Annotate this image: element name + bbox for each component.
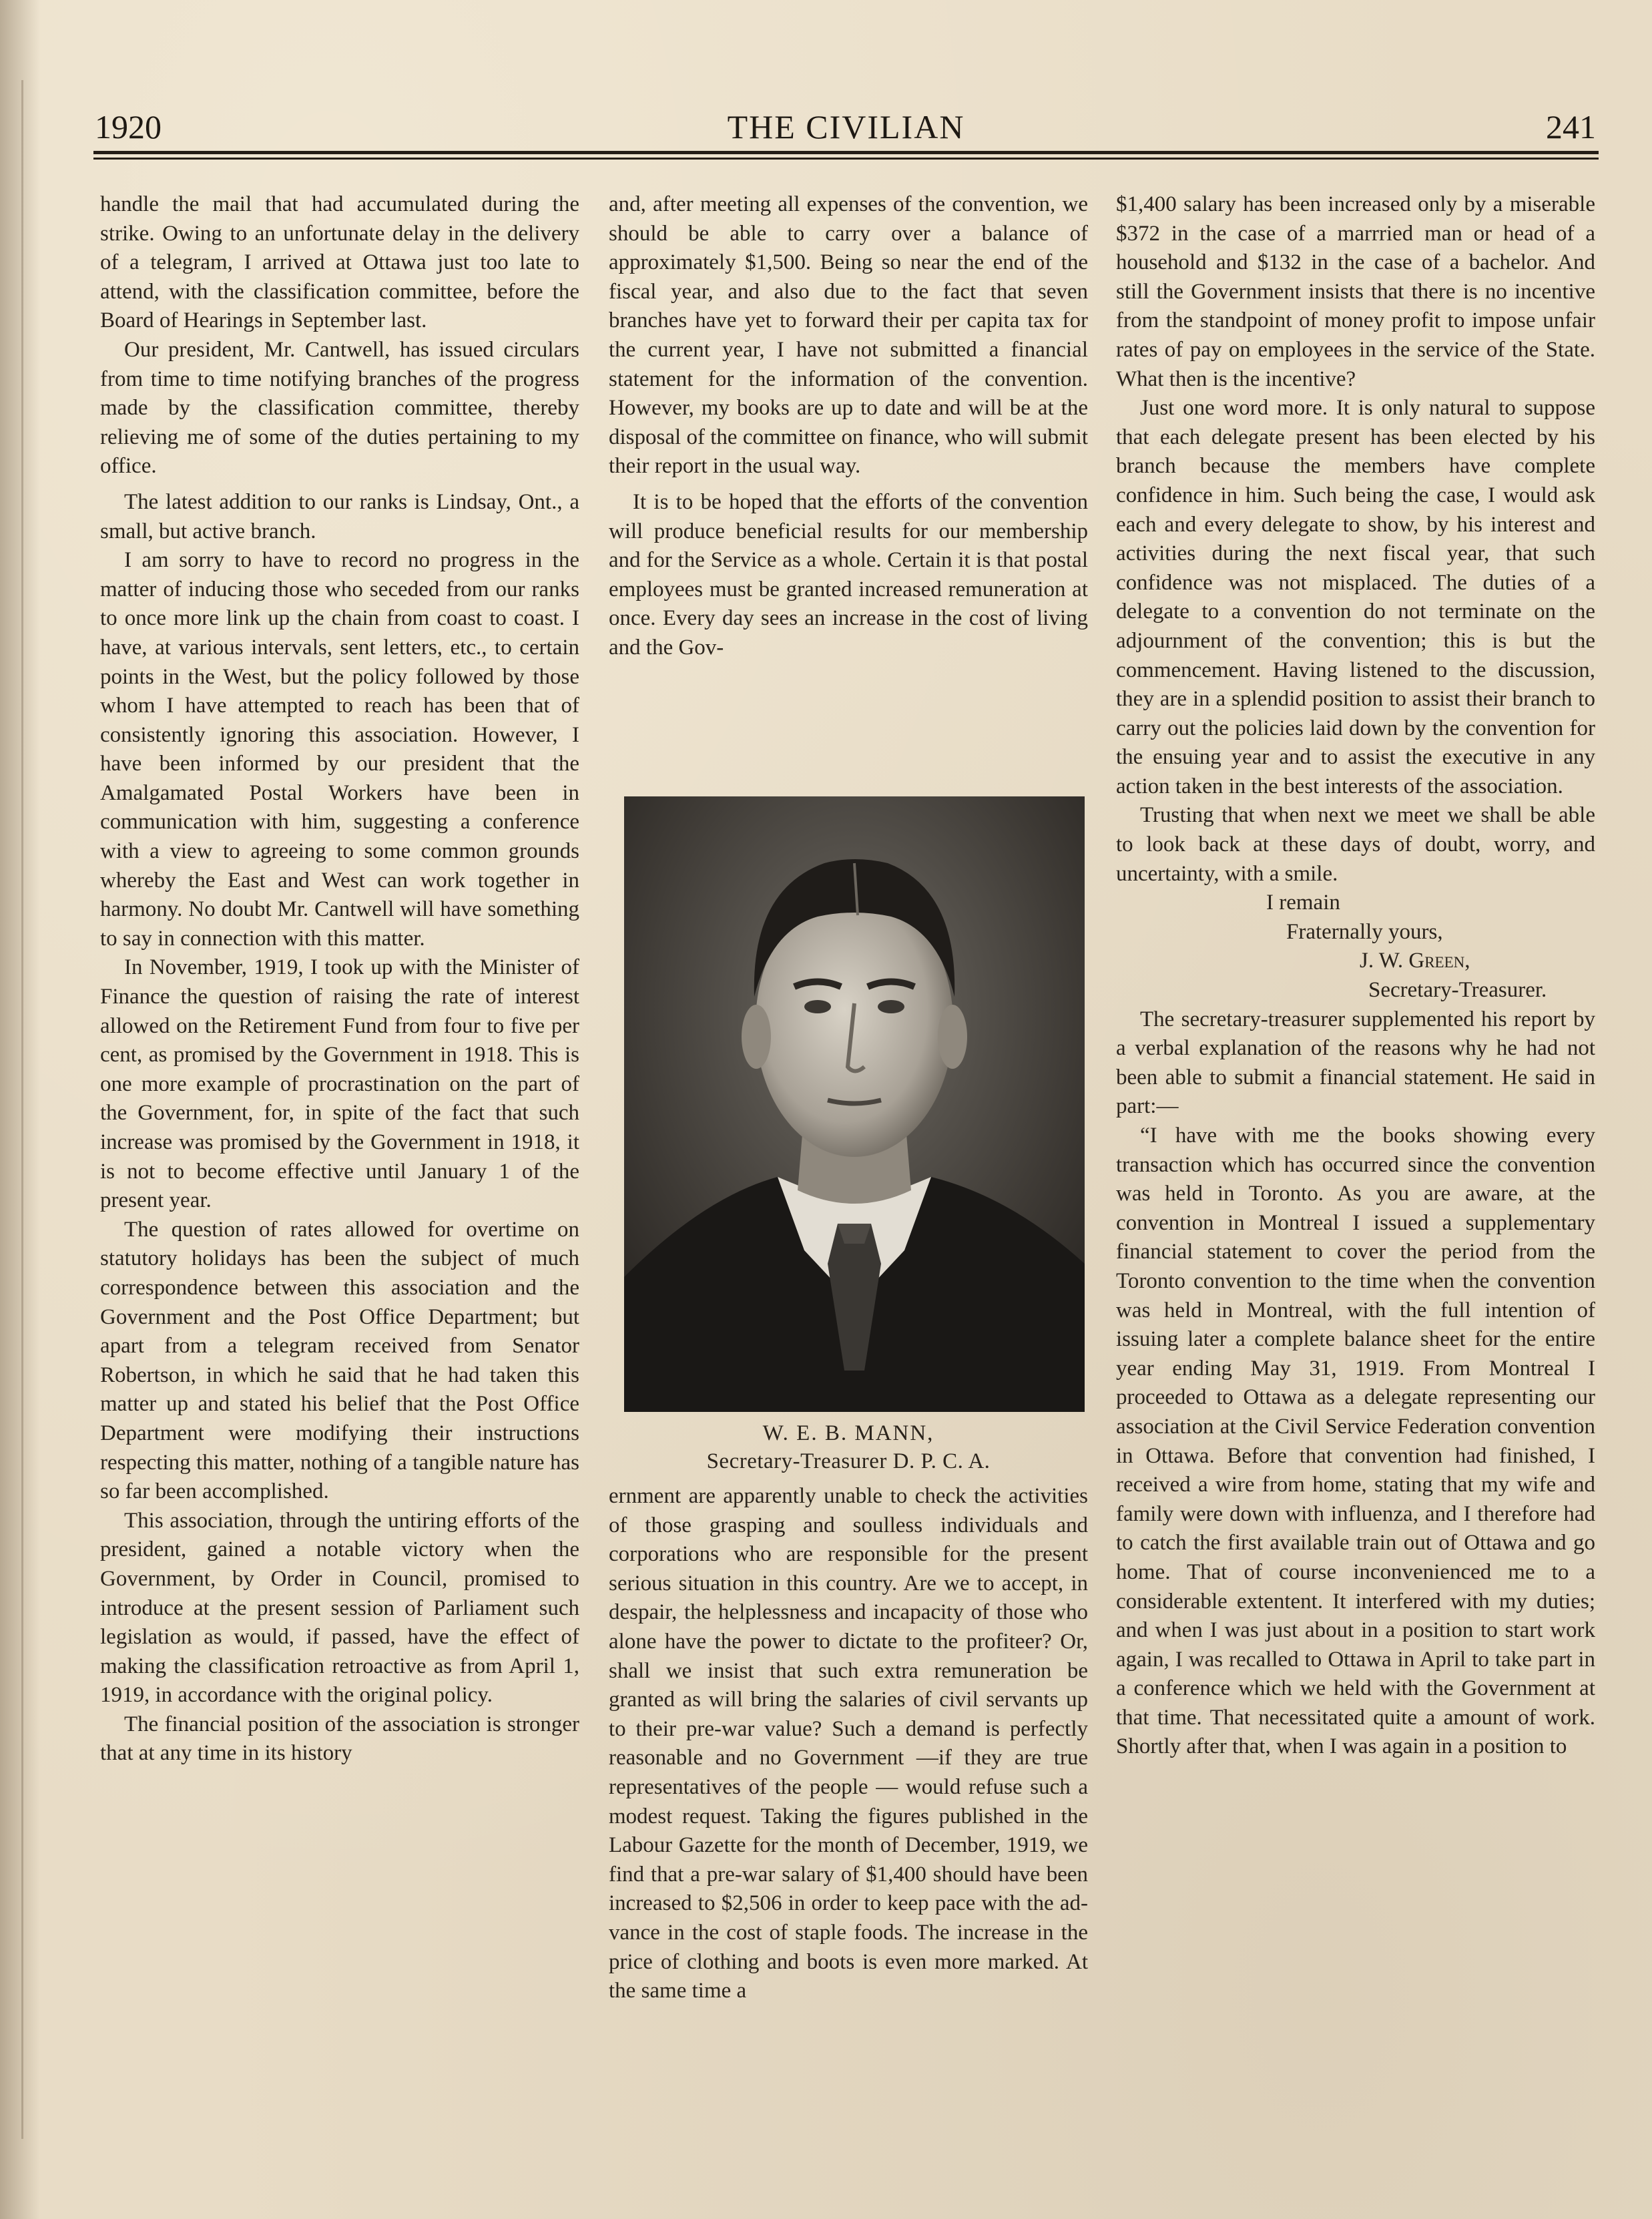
header-rule-thick (93, 151, 1599, 154)
binding-edge (21, 80, 23, 2139)
photo-caption-name: W. E. B. MANN, (762, 1421, 934, 1445)
header-year: 1920 (95, 108, 162, 146)
paragraph: This association, through the untiring efforts of the president, gained a notable victory when the Government, by Order in Council, promised to introduce at the present session of Parliament such legislation as would, if passed, have the effect of making the classification retroactive as from April 1, 1919, in accordance with the original policy. (100, 1508, 579, 1708)
paragraph: In November, 1919, I took up with the Minister of Finance the question of raising the rate of interest allowed on the Retirement Fund from four to five per cent, as promised by the Government in 1918. This is one more example of procrastination on the part of the Government, for, in spite of the fact that such increase was promised by the Government in 1918, it is not to become effective until January 1 of the present year. (100, 955, 579, 1213)
paragraph: Our president, Mr. Cantwell, has issued circulars from time to time notifying branches of the progress made by the classification committee, thereby relieving me of some of the duties pertaining to my office. (100, 337, 579, 479)
column-2-bottom (609, 1482, 1088, 2006)
signature-closing: Fraternally yours, (1286, 919, 1443, 944)
paragraph: Trusting that when next we meet we shall be able to look back at these days of doubt, worry, and uncertainty, with a smile. (1116, 803, 1595, 886)
header-rule-thin (93, 158, 1599, 160)
paragraph: handle the mail that had accumulated during the strike. Owing to an unfortunate delay in the delivery of a telegram, I arrived at Ottawa just too late to attend, with the classification committee, before the Board of Hearings in September last. (100, 192, 579, 333)
column-2-top (609, 190, 1088, 663)
portrait-photo (624, 796, 1085, 1412)
paragraph: The latest addition to our ranks is Lindsay, Ont., a small, but active branch. (100, 489, 579, 543)
header-page-number: 241 (1546, 108, 1596, 146)
paragraph: ernment are apparently unable to check the activities of those grasping and soulless individuals and corporations who are responsible for the present serious situation in this country. Are we to accept, in despair, the helplessness and incapacity of those who alone have the power to dictate to the profiteer? Or, shall we insist that such extra remuneration be granted as will bring the salaries of civil servants up to their pre-war value? Such a demand is perfectly reasonable and no Government —if they are true representatives of the people — would refuse such a modest request. Taking the figures published in the Labour Gazette for the month of December, 1919, we find that a pre-war salary of $1,400 should have been increased to $2,506 in order to keep pace with the advance in the cost of staple foods. The increase in the price of clothing and boots is even more marked. At the same time a (609, 1484, 1088, 2003)
photo-caption-title: Secretary-Treasurer D. P. C. A. (706, 1449, 991, 1473)
paragraph: The question of rates allowed for overtime on statutory holidays has been the subject of much correspondence between this association and the Government and the Post Office Department; but apart from a telegram received from Senator Robertson, in which he said that he had taken this matter up and stated his belief that the Post Office Department were modifying their instructions respecting this matter, nothing of a tangible nature has so far been accomplished. (100, 1217, 579, 1504)
paragraph: Just one word more. It is only natural to suppose that each delegate present has been elected by his branch because the members have complete confidence in him. Such being the case, I would ask each and every delegate to show, by his interest and activities during the next fiscal year, that such confidence was not misplaced. The duties of a delegate to a convention do not terminate on the adjournment of the convention; this is but the commencement. Having listened to the discussion, they are in a splendid position to assist their branch to carry out the policies laid down by the convention for the ensuing year and to assist the executive in any action taken in the best interests of the association. (1116, 396, 1595, 798)
paragraph: It is to be hoped that the efforts of the convention will produce beneficial results for our membership and for the Service as a whole. Certain it is that postal employees must be granted increased remuneration at once. Every day sees an increase in the cost of living and the Gov- (609, 489, 1088, 660)
page-edge-shadow (0, 0, 40, 2219)
signature-remain: I remain (1266, 891, 1340, 915)
running-header (93, 100, 1599, 147)
paragraph: “I have with me the books showing every transaction which has occurred since the convention was held in Toronto. As you are aware, at the convention in Montreal I issued a supplementary financial statement to cover the period from the Toronto convention to the time when the convention was held in Montreal, with the full intention of issuing later a complete balance sheet for the entire year ending May 31, 1919. From Montreal I proceeded to Ottawa as a delegate representing our association at the Civil Service Federation convention in Ottawa. Before that convention had finished, I received a wire from home, stating that my wife and family were down with influenza, and I therefore had to catch the first available train out of Ottawa and go home. That of course inconvenienced me to a considerable extentent. It interfered with my duties; and when I was just about in a position to start work again, I was recalled to Ottawa in April to take part in a conference which we held with the Government at that time. That necessitated quite a amount of work. Shortly after that, when I was again in a position to (1116, 1124, 1595, 1759)
header-title: THE CIVILIAN (727, 108, 965, 146)
portrait-illustration (624, 796, 1085, 1412)
paragraph: and, after meeting all expenses of the convention, we should be able to carry over a balance of approximately $1,500. Being so near the end of the fiscal year, and also due to the fact that seven branches have yet to forward their per capita tax for the current year, I have not submitted a financial statement for the information of the convention. However, my books are up to date and will be at the disposal of the committee on finance, who will submit their report in the usual way. (609, 192, 1088, 479)
paragraph: $1,400 salary has been increased only by a miserable $372 in the case of a marrried man or head of a household and $132 in the case of a bachelor. And still the Government insists that there is no incentive from the standpoint of money profit to impose unfair rates of pay on employees in the service of the State. What then is the incentive? (1116, 192, 1595, 391)
column-1 (100, 190, 579, 1768)
paragraph: I am sorry to have to record no progress in the matter of inducing those who seceded from our ranks to once more link up the chain from coast to coast. I have, at various intervals, sent letters, etc., to certain points in the West, but the policy followed by those whom I have attempted to reach has been that of consistently ignoring this association. However, I have been informed by our president that the Amalgamated Postal Workers have been in communication with him, suggesting a conference with a view to agreeing to some common grounds whereby the East and West can work together in harmony. No doubt Mr. Cantwell will have something to say in connection with this matter. (100, 548, 579, 951)
column-3 (1116, 190, 1595, 1762)
paragraph: The financial position of the association is stronger that at any time in its history (100, 1712, 579, 1766)
signature-name: J. W. Green, (1360, 949, 1470, 973)
paragraph: The secretary-treasurer supplemented his report by a verbal explanation of the reasons why he had not been able to submit a financial statement. He said in part:— (1116, 1007, 1595, 1119)
signature-title: Secretary-Treasurer. (1368, 978, 1547, 1003)
